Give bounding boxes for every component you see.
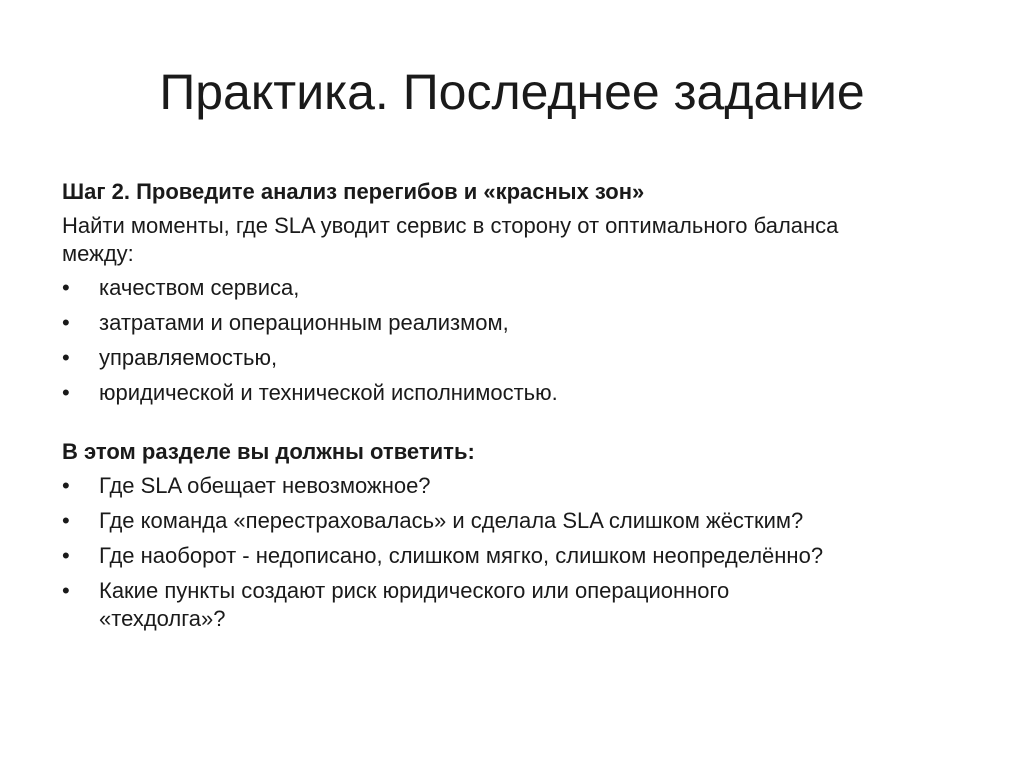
slide-body <box>62 178 982 640</box>
section-spacer <box>62 414 982 438</box>
bullet-icon: • <box>62 310 70 335</box>
slide-title: Практика. Последнее задание <box>159 64 865 120</box>
section-step-heading: Шаг 2. Проведите анализ перегибов и «красных зон» <box>62 179 645 204</box>
bullet-icon: • <box>62 543 70 568</box>
list-item <box>62 472 982 500</box>
list-item-text: затратами и операционным реализмом, <box>99 310 509 335</box>
balance-list <box>62 274 982 407</box>
list-item <box>62 379 982 407</box>
bullet-icon: • <box>62 508 70 533</box>
bullet-icon: • <box>62 578 70 603</box>
list-item <box>62 542 982 570</box>
list-item-text: Где наоборот - недописано, слишком мягко, слишком неопределённо? <box>99 543 824 568</box>
list-item-text: Где команда «перестраховалась» и сделала SLA слишком жёстким? <box>99 508 804 533</box>
questions-list <box>62 472 982 633</box>
section-step-intro: Найти моменты, где SLA уводит сервис в сторону от оптимального баланса между: <box>62 213 839 266</box>
bullet-icon: • <box>62 275 70 300</box>
list-item-text: юридической и технической исполнимостью. <box>99 380 558 405</box>
bullet-icon: • <box>62 345 70 370</box>
list-item <box>62 507 982 535</box>
list-item <box>62 309 982 337</box>
list-item <box>62 274 982 302</box>
list-item-text: качеством сервиса, <box>99 275 300 300</box>
list-item <box>62 577 982 633</box>
list-item-text: Где SLA обещает невозможное? <box>99 473 431 498</box>
bullet-icon: • <box>62 473 70 498</box>
list-item-text: Какие пункты создают риск юридического или операционного «техдолга»? <box>99 578 730 631</box>
list-item-text: управляемостью, <box>99 345 278 370</box>
list-item <box>62 344 982 372</box>
section-questions-heading: В этом разделе вы должны ответить: <box>62 439 475 464</box>
bullet-icon: • <box>62 380 70 405</box>
